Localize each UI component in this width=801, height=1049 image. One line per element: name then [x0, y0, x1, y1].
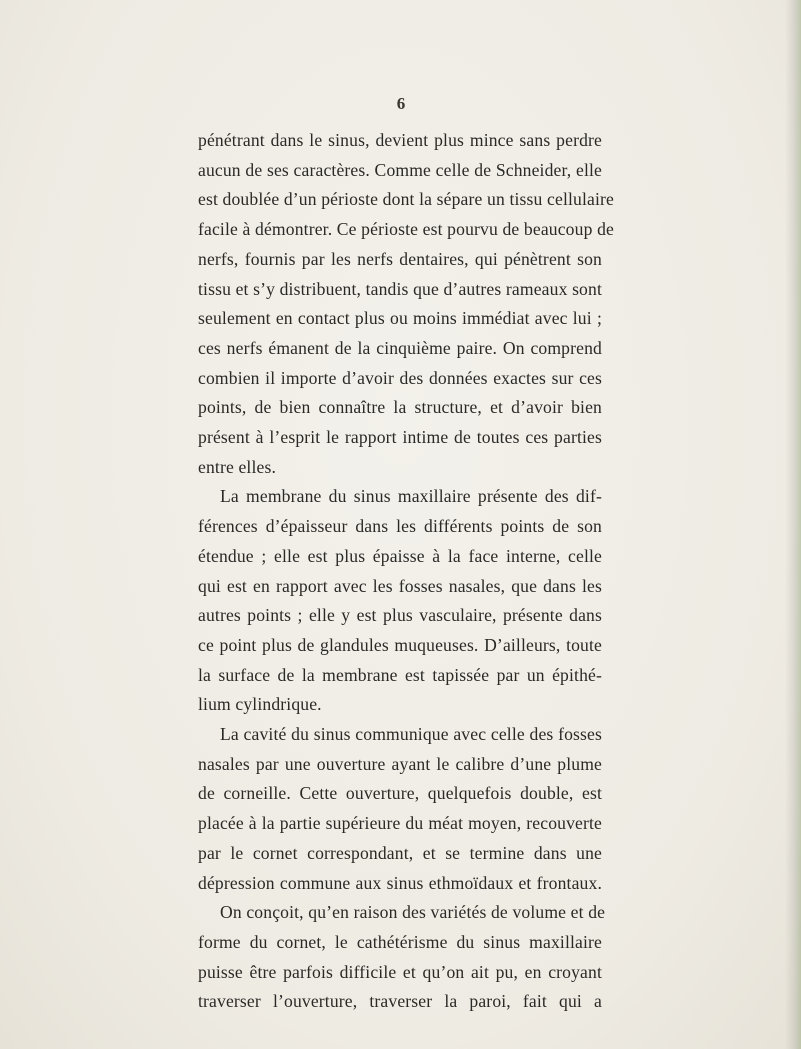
text-line: de corneille. Cette ouverture, quelquefois double, est [198, 783, 602, 804]
text-line: seulement en contact plus ou moins immédiat avec lui ; [198, 308, 602, 329]
text-line: férences d’épaisseur dans les différents points de son [198, 516, 602, 537]
text-line: On conçoit, qu’en raison des variétés de volume et de [220, 902, 606, 923]
text-line: tissu et s’y distribuent, tandis que d’autres rameaux sont [198, 278, 602, 299]
paragraph-2 [198, 482, 602, 720]
text-line: la surface de la membrane est tapissée par un épithé- [198, 664, 602, 685]
text-line: nerfs, fournis par les nerfs dentaires, qui pénètrent son [198, 248, 602, 269]
body-text [198, 126, 614, 1017]
text-line: entre elles. [198, 456, 276, 477]
text-line: facile à démontrer. Ce périoste est pourvu de beaucoup de [198, 219, 614, 240]
text-line: qui est en rapport avec les fosses nasales, que dans les [198, 575, 602, 596]
text-line: traverser l’ouverture, traverser la paroi, fait qui a [198, 991, 602, 1012]
paragraph-3 [198, 720, 606, 1017]
text-line: La membrane du sinus maxillaire présente des dif- [220, 486, 602, 507]
text-line: placée à la partie supérieure du méat moyen, recouverte [198, 813, 602, 834]
text-line: ces nerfs émanent de la cinquième paire. On comprend [198, 337, 602, 358]
text-line: pénétrant dans le sinus, devient plus mince sans perdre [198, 130, 602, 150]
text-line: dépression commune aux sinus ethmoïdaux et frontaux. [198, 872, 602, 893]
page-number: 6 [396, 94, 406, 113]
text-line: puisse être parfois difficile et qu’on ait pu, en croyant [198, 961, 602, 982]
paragraph-1 [198, 126, 614, 482]
text-line: autres points ; elle y est plus vasculaire, présente dans [198, 605, 602, 626]
text-line: lium cylindrique. [198, 694, 322, 715]
text-line: étendue ; elle est plus épaisse à la face interne, celle [198, 545, 602, 566]
text-line: par le cornet correspondant, et se termine dans une [198, 842, 602, 863]
text-line: nasales par une ouverture ayant le calibre d’une plume [198, 753, 602, 774]
text-line: ce point plus de glandules muqueuses. D’ailleurs, toute [198, 634, 602, 655]
text-line: est doublée d’un périoste dont la sépare un tissu cellulaire [198, 189, 614, 210]
text-line: présent à l’esprit le rapport intime de toutes ces parties [198, 427, 602, 448]
text-line: points, de bien connaître la structure, et d’avoir bien [198, 397, 602, 418]
text-line: La cavité du sinus communique avec celle des fosses [220, 724, 602, 745]
text-line: aucun de ses caractères. Comme celle de Schneider, elle [198, 159, 602, 180]
text-line: combien il importe d’avoir des données exactes sur ces [198, 367, 602, 388]
text-line: forme du cornet, le cathétérisme du sinus maxillaire [198, 931, 602, 952]
page-edge [785, 0, 801, 1049]
